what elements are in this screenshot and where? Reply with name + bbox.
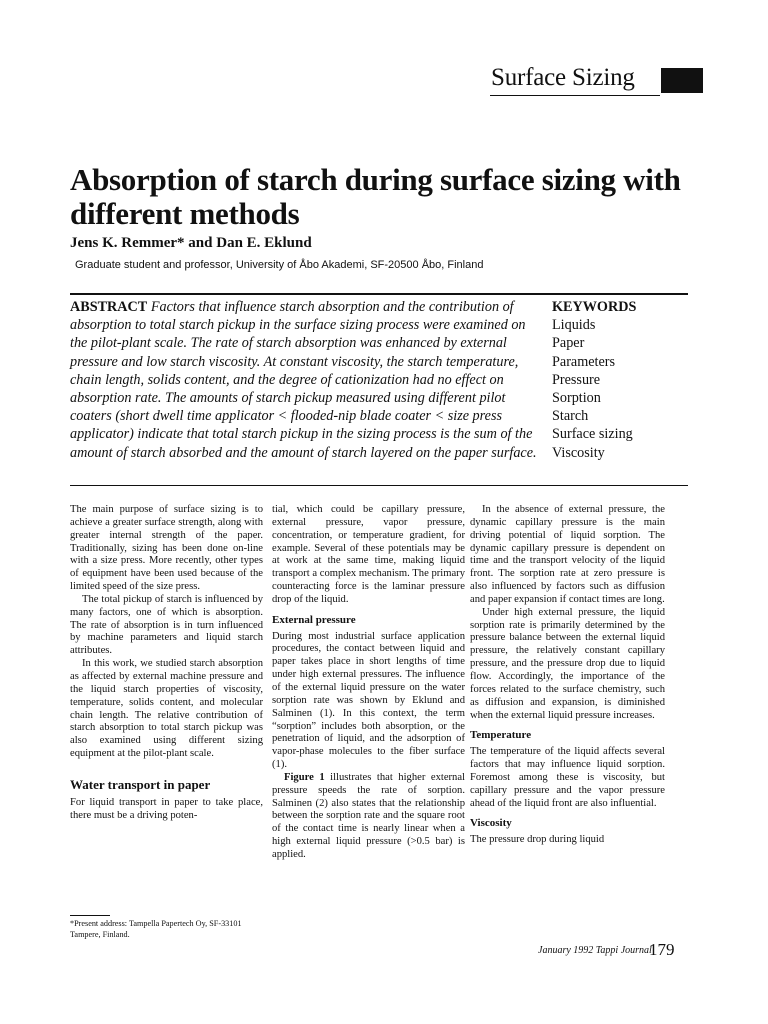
section-heading-viscosity: Viscosity xyxy=(470,817,512,830)
paragraph: The pressure drop during liquid xyxy=(470,834,605,846)
keywords-box xyxy=(552,298,682,462)
section-marker-block xyxy=(661,68,703,93)
paragraph xyxy=(272,772,465,862)
keyword-item: Viscosity xyxy=(552,444,605,461)
article-authors: Jens K. Remmer* and Dan E. Eklund xyxy=(70,235,312,251)
section-heading-water-transport: Water transport in paper xyxy=(70,776,211,792)
keyword-item: Paper xyxy=(552,335,585,352)
body-column-3 xyxy=(470,504,665,847)
section-heading-external-pressure: External pressure xyxy=(272,613,356,626)
section-title: Surface Sizing xyxy=(491,64,635,91)
paragraph: In the absence of external pressure, the dynamic capillary pressure is the main driving potential of liquid sorption. The dynamic capillary pressure is dependent on time and the transport velocity of the liquid front. The sorption rate at zero pressure is also influenced by factors such as diffusion and paper expansion if contact times are long. xyxy=(470,504,665,605)
article-title: Absorption of starch during surface sizing with different methods xyxy=(70,162,681,231)
paragraph: During most industrial surface application procedures, the contact between liquid and paper takes place in short lengths of time under high external pressures. The influence of the external liquid pressure on the water sorption rate was shown by Eklund and Salminen (1). In this context, the term “sorption” includes both absorption, or the penetration of liquid, and the adsorption of vapor-phase molecules to the fiber surface (1). xyxy=(272,630,465,771)
keywords-heading: KEYWORDS xyxy=(552,299,637,315)
body-column-1 xyxy=(70,504,263,822)
footnote-rule xyxy=(70,915,110,916)
author-affiliation: Graduate student and professor, University of Åbo Akademi, SF-20500 Åbo, Finland xyxy=(75,259,484,271)
paragraph: Under high external pressure, the liquid sorption rate is primarily determined by the pressure balance between the external liquid pressure, the relatively constant capillary pressure, and the pressure drop due to liquid flow. Accordingly, the importance of the forces related to the surface chemistry, such as diffusion and expansion, is diminished when the external liquid pressure increases. xyxy=(470,606,665,721)
paragraph-text: illustrates that higher external pressure speeds the rate of sorption. Salminen (2) also states that the relationship between the sorption rate and the square root of the contact time is nearly linear when a high external liquid pressure (>0.5 bar) is applied. xyxy=(272,771,465,860)
keyword-item: Surface sizing xyxy=(552,426,633,443)
keyword-item: Parameters xyxy=(552,353,616,370)
abstract-bottom-rule xyxy=(70,485,688,486)
abstract-top-rule xyxy=(70,293,688,295)
abstract xyxy=(70,298,540,462)
section-title-underline xyxy=(490,95,660,96)
page-number: 179 xyxy=(649,940,675,959)
keyword-item: Pressure xyxy=(552,371,601,388)
keyword-item: Sorption xyxy=(552,390,601,407)
abstract-label: ABSTRACT xyxy=(70,299,148,315)
abstract-text: Factors that influence starch absorption and the contribution of absorption to total starch pickup in the surface sizing process were examined on the pilot-plant scale. The rate of starch absorption was enhanced by external pressure and low starch viscosity. At constant viscosity, the starch temperature, chain length, solids content, and the degree of cationization had no effect on absorption rate. The amounts of starch pickup measured using different pilot coaters (short dwell time applicator < flooded-nip blade coater < size press applicator) indicate that total starch pickup in the sizing process is the sum of the amount of starch absorbed and the amount of starch layered on the paper surface. xyxy=(70,299,537,461)
paragraph: The temperature of the liquid affects several factors that may influence liquid sorption. Foremost among these is viscosity, but capillary pressure and the vapor pressure ahead of the liquid front are also influential. xyxy=(470,746,665,809)
paragraph: The main purpose of surface sizing is to achieve a greater surface strength, along with greater internal strength of the paper. Traditionally, sizing has been done on-line with a size press. More recently, other types of equipment have been used because of the limited speed of the size press. xyxy=(70,504,263,593)
footnote: *Present address: Tampella Papertech Oy, SF-33101 Tampere, Finland. xyxy=(70,919,242,939)
section-heading-temperature: Temperature xyxy=(470,729,532,742)
keyword-item: Starch xyxy=(552,408,589,425)
paragraph: tial, which could be capillary pressure, external pressure, vapor pressure, concentration, or temperature gradient, for example. Several of these potentials may be at work at the same time, making liquid transport a complex mechanism. The primary counteracting force is the laminar pressure drop of the liquid. xyxy=(272,504,465,605)
paragraph: The total pickup of starch is influenced by many factors, one of which is absorption. The rate of absorption is in turn influenced by machine parameters and liquid starch attributes. xyxy=(70,593,263,657)
body-column-2 xyxy=(272,504,465,862)
journal-footer: January 1992 Tappi Journal xyxy=(538,945,652,956)
figure-reference: Figure 1 xyxy=(284,771,325,783)
keyword-item: Liquids xyxy=(552,317,596,334)
paragraph: For liquid transport in paper to take place, there must be a driving poten- xyxy=(70,796,263,821)
paragraph: In this work, we studied starch absorption as affected by external machine pressure and the liquid starch properties of viscosity, temperature, solids content, and molecular chain length. The relative contribution of starch absorption to total starch pickup was also examined using different sizing equipment at the pilot-plant scale. xyxy=(70,658,263,760)
